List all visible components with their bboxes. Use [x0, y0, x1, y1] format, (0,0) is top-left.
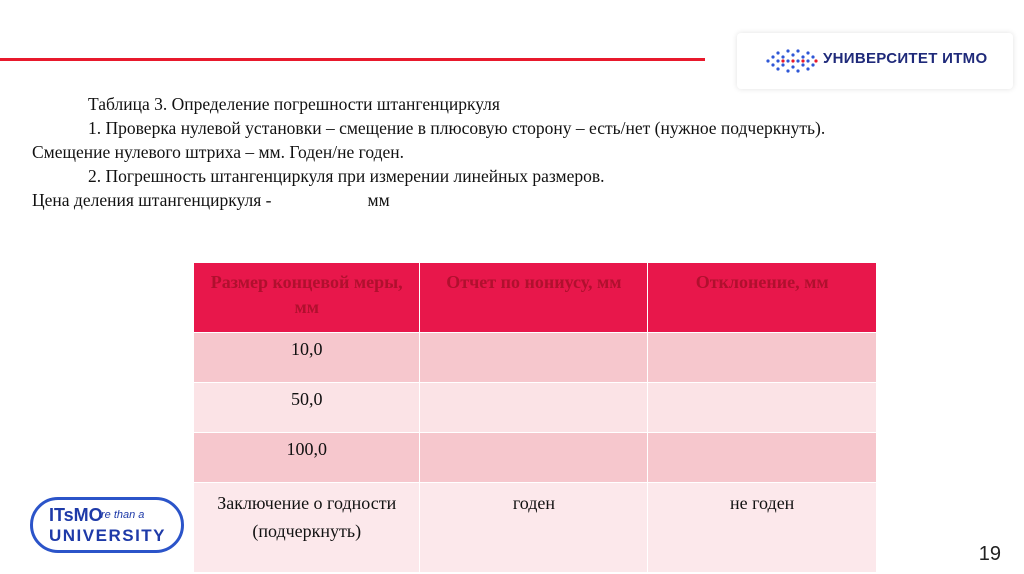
- cell-size: 10,0: [194, 333, 420, 383]
- itmo-more-than-university-logo: [30, 497, 184, 553]
- document-body: [32, 92, 982, 212]
- division-label: Цена деления штангенциркуля -: [32, 190, 272, 210]
- zero-shift-line: Смещение нулевого штриха – мм. Годен/не годен.: [32, 142, 405, 162]
- conclusion-unfit[interactable]: не годен: [648, 483, 877, 573]
- table-row: [194, 433, 877, 483]
- item-zero-check: 1. Проверка нулевой установки – смещение в плюсовую сторону – есть/нет (нужное подчеркнуть).: [88, 118, 826, 138]
- page-number: 19: [978, 543, 1001, 565]
- cell-reading[interactable]: [420, 333, 648, 383]
- cell-reading[interactable]: [420, 383, 648, 433]
- header-gauge-size: Размер концевой меры, мм: [194, 263, 420, 333]
- cell-deviation[interactable]: [648, 333, 877, 383]
- footer-logo-top: ITsMO: [49, 505, 103, 525]
- logo-dots-icon: [765, 48, 819, 74]
- footer-logo-tagline: re than a: [101, 509, 145, 521]
- conclusion-fit[interactable]: годен: [420, 483, 648, 573]
- cell-deviation[interactable]: [648, 433, 877, 483]
- division-line: [32, 188, 982, 212]
- cell-reading[interactable]: [420, 433, 648, 483]
- itmo-logo: [737, 33, 1013, 89]
- header-accent-line: [0, 58, 705, 61]
- cell-deviation[interactable]: [648, 383, 877, 433]
- header-deviation: Отклонение, мм: [648, 263, 877, 333]
- logo-text: УНИВЕРСИТЕТ ИТМО: [823, 50, 988, 67]
- header-vernier-reading: Отчет по нониусу, мм: [420, 263, 648, 333]
- table-row: [194, 383, 877, 433]
- table-caption: Таблица 3. Определение погрешности штангенциркуля: [88, 94, 500, 114]
- table-row: [194, 333, 877, 383]
- division-unit: мм: [367, 190, 390, 210]
- cell-size: 100,0: [194, 433, 420, 483]
- conclusion-row: [194, 483, 877, 573]
- item-error-measurement: 2. Погрешность штангенциркуля при измерении линейных размеров.: [88, 166, 605, 186]
- conclusion-label: Заключение о годности (подчеркнуть): [194, 483, 420, 573]
- error-table: [193, 262, 877, 573]
- cell-size: 50,0: [194, 383, 420, 433]
- footer-logo-bottom: UNIVERSITY: [49, 526, 167, 545]
- table-header-row: [194, 263, 877, 333]
